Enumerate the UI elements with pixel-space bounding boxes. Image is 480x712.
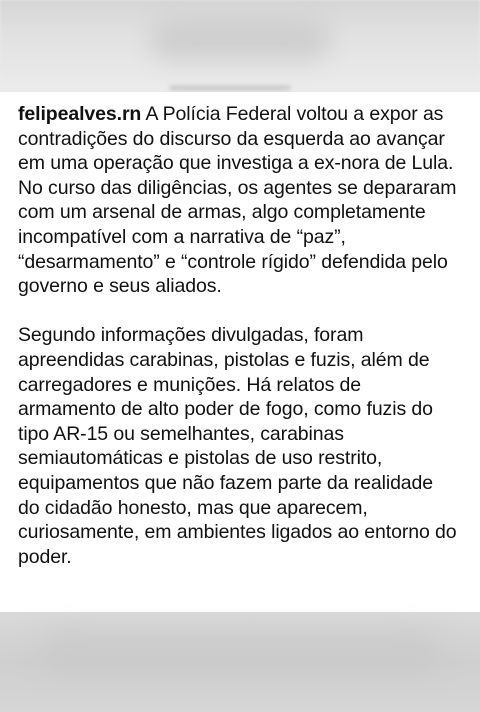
blurred-header-region [0, 0, 480, 92]
blurred-content [150, 20, 330, 60]
caption-text-1: A Polícia Federal voltou a expor as contradições do discurso da esquerda ao avançar em uma operação que investiga a ex-nora de Lula. No curso das diligências, os agentes se depararam com um arsenal de armas, algo completamente incompatível com a narrativa de “paz”, “desarmamento” e “controle rígido” defendida pelo governo e seus aliados. [18, 103, 457, 298]
blurred-divider [170, 86, 290, 90]
blurred-footer-region [0, 612, 480, 712]
caption-paragraph-2: Segundo informações divulgadas, foram apreendidas carabinas, pistolas e fuzis, além de carregadores e munições. Há relatos de armamento de alto poder de fogo, como fuzis do tipo AR-15 ou semelhantes, carabinas semiautomáticas e pistolas de uso restrito, equipamentos que não fazem parte da realidade do cidadão honesto, mas que aparecem, curiosamente, em ambientes ligados ao entorno do poder. [18, 324, 457, 568]
post-caption [18, 102, 458, 569]
blurred-content [40, 632, 440, 672]
username-link[interactable]: felipealves.rn [18, 103, 142, 125]
caption-paragraph-1 [18, 102, 458, 299]
